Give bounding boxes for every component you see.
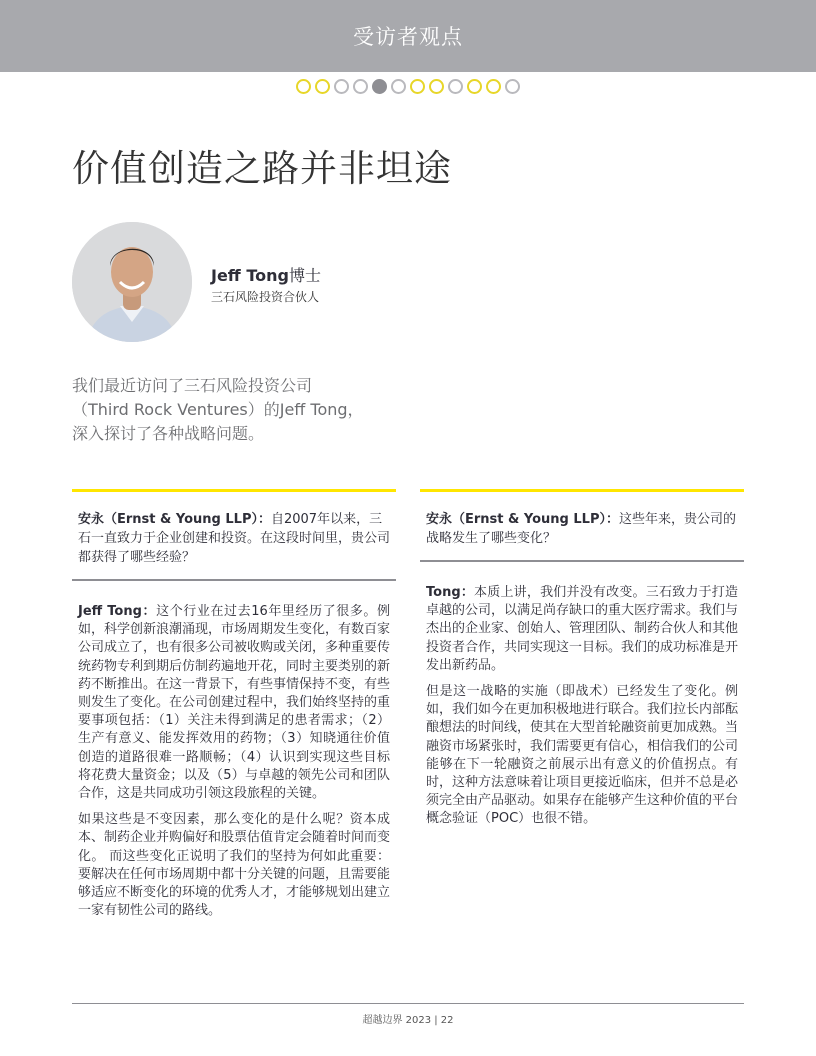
question-block xyxy=(72,492,396,579)
answer-block xyxy=(420,562,744,829)
interviewee-name-latin: Jeff Tong xyxy=(211,266,289,285)
answer-block xyxy=(72,581,396,920)
progress-dot[interactable] xyxy=(505,79,520,94)
page-title: 价值创造之路并非坦途 xyxy=(72,147,452,190)
progress-dot[interactable] xyxy=(467,79,482,94)
progress-dot[interactable] xyxy=(315,79,330,94)
page-footer: 超越边界 2023 | 22 xyxy=(362,1015,454,1026)
answer-paragraph: 如果这些是不变因素，那么变化的是什么呢？资本成本、制药企业并购偏好和股票估值肯定会随着时间而变化。 而这些变化正说明了我们的坚持为何如此重要：要解决在任何市场周期中都十分关键的问题，且需要能够适应不断变化的环境的优秀人才，才能够规划出建立一家有韧性公司的路线。 xyxy=(78,812,391,919)
question-text: 这些年来，贵公司的战略发生了哪些变化？ xyxy=(426,512,736,546)
progress-dot[interactable] xyxy=(372,79,387,94)
answer-text: 本质上讲，我们并没有改变。三石致力于打造卓越的公司，以满足尚存缺口的重大医疗需求。我们与杰出的企业家、创始人、管理团队、制药合伙人和其他投资者合作，共同实现这一目标。我们的成功标准是开发出新药品。 xyxy=(426,585,739,673)
answer-text: 这个行业在过去16年里经历了很多。例如，科学创新浪潮涌现，市场周期发生变化，有数百家公司成立了，也有很多公司被收购或关闭，多种重要传统药物专利到期后仿制药遍地开花，同时主要类别的新药不断推出。在这一背景下，有些事情保持不变，有些则发生了变化。在公司创建过程中，我们始终坚持的重要事项包括：（1）关注未得到满足的患者需求；（2）生产有意义、能发挥效用的药物；（3）知晓通往价值创造的道路很难一路顺畅；（4）认识到实现这些目标将花费大量资金；以及（5）与卓越的领先公司和团队合作，这是共同成功引领这段旅程的关键。 xyxy=(78,604,391,802)
interviewee-name xyxy=(211,263,321,286)
intro-line: （Third Rock Ventures）的Jeff Tong， xyxy=(72,400,364,419)
progress-dot[interactable] xyxy=(410,79,425,94)
page-progress-dots xyxy=(0,79,816,94)
question-text: 自2007年以来，三石一直致力于企业创建和投资。在这段时间里，贵公司都获得了哪些经验？ xyxy=(78,512,391,565)
section-banner xyxy=(0,0,816,72)
left-column xyxy=(72,489,396,928)
question-block xyxy=(420,492,744,560)
progress-dot[interactable] xyxy=(429,79,444,94)
progress-dot[interactable] xyxy=(334,79,349,94)
right-column xyxy=(420,489,744,837)
interviewee-title-suffix: 博士 xyxy=(288,266,321,285)
question-speaker: 安永（Ernst & Young LLP）： xyxy=(426,512,619,527)
footer-divider xyxy=(72,1003,744,1004)
progress-dot[interactable] xyxy=(296,79,311,94)
answer-paragraph: 但是这一战略的实施（即战术）已经发生了变化。例如，我们如今在更加积极地进行联合。我们拉长内部酝酿想法的时间线，使其在大型首轮融资前更加成熟。当融资市场紧张时，我们需要更有信心，相信我们的公司能够在下一轮融资之前展示出有意义的价值拐点。有时，这种方法意味着让项目更接近临床，但并不总是必须完全由产品驱动。如果存在能够产生这种价值的平台概念验证（POC）也很不错。 xyxy=(426,684,739,827)
answer-speaker: Tong： xyxy=(426,585,475,600)
progress-dot[interactable] xyxy=(448,79,463,94)
intro-text xyxy=(72,374,412,446)
progress-dot[interactable] xyxy=(391,79,406,94)
interviewee-portrait xyxy=(72,222,192,342)
interviewee-role: 三石风险投资合伙人 xyxy=(211,290,320,304)
progress-dot[interactable] xyxy=(486,79,501,94)
progress-dot[interactable] xyxy=(353,79,368,94)
banner-title: 受访者观点 xyxy=(353,25,463,49)
question-speaker: 安永（Ernst & Young LLP）： xyxy=(78,512,271,527)
answer-paragraph xyxy=(426,584,738,675)
portrait-photo-icon xyxy=(72,222,192,342)
intro-line: 我们最近访问了三石风险投资公司 xyxy=(72,376,313,395)
intro-line: 深入探讨了各种战略问题。 xyxy=(72,424,265,443)
answer-speaker: Jeff Tong： xyxy=(78,604,157,619)
answer-paragraph xyxy=(78,603,390,803)
